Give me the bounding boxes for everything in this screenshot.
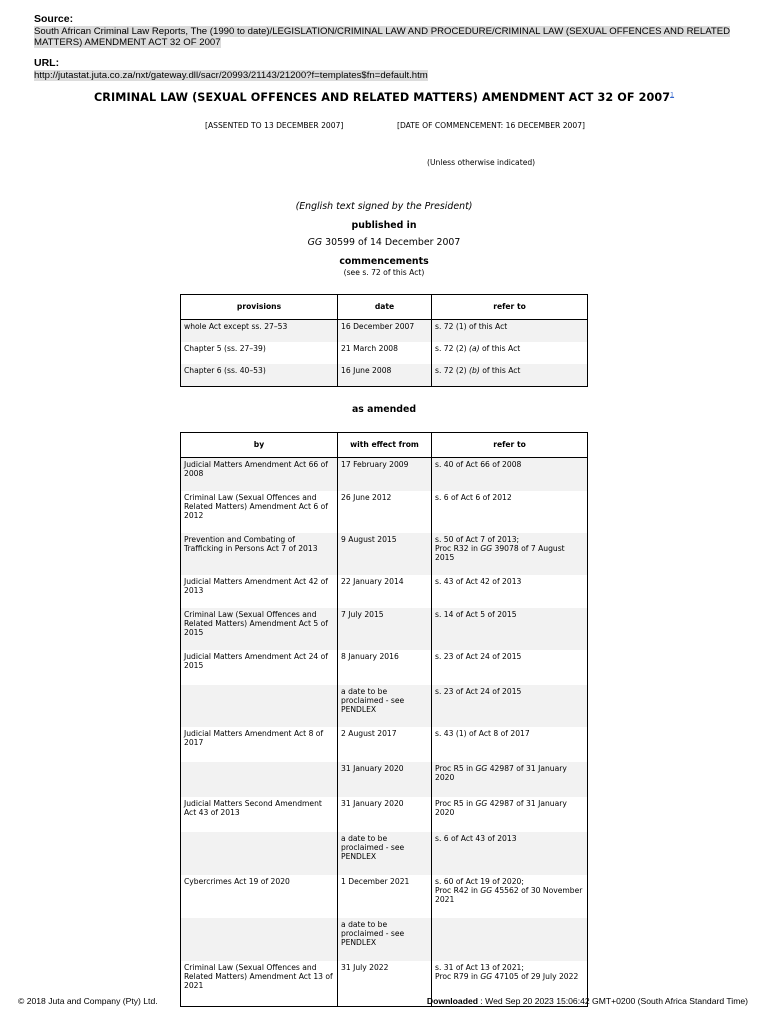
refer-text: 39078 of 7 August 2015 [435, 543, 565, 562]
refer-cell [432, 364, 588, 387]
header-by: by [181, 433, 338, 458]
gazette-text: 30599 of 14 December 2007 [322, 237, 461, 248]
effect-date-cell: 2 August 2017 [338, 727, 432, 762]
downloaded-value: : Wed Sep 20 2023 15:06:42 GMT+0200 (South Africa Standard Time) [478, 996, 748, 1006]
refer-cell [432, 650, 588, 685]
effect-date-cell: 17 February 2009 [338, 458, 432, 492]
amending-act-cell: Criminal Law (Sexual Offences and Related Matters) Amendment Act 13 of 2021 [181, 961, 338, 1007]
table-row [181, 491, 588, 533]
refer-text: s. 72 (1) of this Act [435, 322, 508, 331]
refer-line [435, 835, 584, 844]
refer-line [435, 611, 584, 620]
refer-cell [432, 685, 588, 727]
refer-text: s. 43 of Act 42 of 2013 [435, 577, 522, 586]
refer-line [435, 765, 584, 783]
table-row [181, 685, 588, 727]
date-cell: 16 December 2007 [338, 320, 432, 343]
table-header-row [181, 295, 588, 320]
date-cell: 21 March 2008 [338, 342, 432, 364]
source-text: South African Criminal Law Reports, The (1990 to date)/LEGISLATION/CRIMINAL LAW AND PROCEDURE/CRIMINAL LAW (SEXUAL OFFENCES AND RELATED MATTERS) AMENDMENT ACT 32 OF 2007 [34, 26, 731, 48]
gazette-abbrev: GG [307, 237, 323, 248]
table-row [181, 650, 588, 685]
refer-text: of this Act [479, 366, 521, 375]
provisions-cell: Chapter 5 (ss. 27–39) [181, 342, 338, 364]
table-row [181, 797, 588, 832]
table-row [181, 320, 588, 343]
gazette-abbrev: GG [475, 764, 488, 773]
signed-note: (English text signed by the President) [295, 201, 473, 212]
refer-text: of this Act [479, 344, 521, 353]
table-row [181, 762, 588, 797]
effect-date-cell: 22 January 2014 [338, 575, 432, 608]
refer-text: s. 23 of Act 24 of 2015 [435, 687, 522, 696]
refer-text: s. 14 of Act 5 of 2015 [435, 610, 517, 619]
refer-text: 45562 of 30 November 2021 [435, 885, 583, 904]
download-info [427, 996, 748, 1006]
footnote-link[interactable]: 1 [670, 91, 675, 99]
refer-text: 42987 of 31 January 2020 [435, 799, 567, 817]
gazette-abbrev: GG [480, 971, 493, 981]
refer-line [435, 461, 584, 470]
amending-act-cell [181, 762, 338, 797]
see-s72-note: (see s. 72 of this Act) [343, 268, 425, 277]
effect-date-cell: 31 July 2022 [338, 961, 432, 1007]
refer-text: s. 23 of Act 24 of 2015 [435, 652, 522, 661]
refer-line [435, 973, 584, 982]
refer-cell [432, 533, 588, 575]
refer-paragraph: (a) [469, 344, 480, 353]
unless-indicated: (Unless otherwise indicated) [427, 158, 536, 167]
refer-line [435, 730, 584, 739]
gazette-abbrev: GG [480, 543, 493, 553]
gazette-abbrev: GG [480, 885, 493, 895]
refer-text: s. 6 of Act 6 of 2012 [435, 493, 512, 502]
header-date: date [338, 295, 432, 320]
assented-date: [ASSENTED TO 13 DECEMBER 2007] [205, 121, 344, 130]
refer-cell [432, 832, 588, 875]
amending-act-cell: Criminal Law (Sexual Offences and Related Matters) Amendment Act 6 of 2012 [181, 491, 338, 533]
provisions-cell: whole Act except ss. 27–53 [181, 320, 338, 343]
refer-cell [432, 608, 588, 650]
refer-text: s. 40 of Act 66 of 2008 [435, 460, 522, 469]
amending-act-cell: Criminal Law (Sexual Offences and Related Matters) Amendment Act 5 of 2015 [181, 608, 338, 650]
refer-cell [432, 491, 588, 533]
refer-cell [432, 797, 588, 832]
amending-act-cell: Cybercrimes Act 19 of 2020 [181, 875, 338, 918]
refer-text: Proc R79 in [435, 971, 481, 981]
as-amended-heading: as amended [351, 404, 417, 415]
refer-line [435, 800, 584, 818]
refer-line [435, 653, 584, 662]
refer-text: s. 60 of Act 19 of 2020; [435, 877, 524, 886]
refer-line [435, 688, 584, 697]
refer-cell [432, 727, 588, 762]
refer-text: Proc R5 in [435, 799, 476, 808]
table-row [181, 575, 588, 608]
refer-line [435, 494, 584, 503]
refer-cell [432, 458, 588, 492]
refer-text: s. 31 of Act 13 of 2021; [435, 963, 524, 972]
effect-date-cell: 31 January 2020 [338, 797, 432, 832]
downloaded-label: Downloaded [426, 996, 478, 1006]
amending-act-cell [181, 832, 338, 875]
amending-act-cell [181, 918, 338, 961]
refer-cell [432, 342, 588, 364]
refer-text: s. 72 (2) [435, 366, 470, 375]
refer-cell [432, 875, 588, 918]
amending-act-cell [181, 685, 338, 727]
amending-act-cell: Prevention and Combating of Trafficking in Persons Act 7 of 2013 [181, 533, 338, 575]
effect-date-cell: 7 July 2015 [338, 608, 432, 650]
url-link[interactable]: http://jutastat.juta.co.za/nxt/gateway.dll/sacr/20993/21143/21200?f=templates$fn=default.htm [34, 70, 428, 81]
table-row [181, 875, 588, 918]
header-refer-to: refer to [432, 295, 588, 320]
gazette-reference [0, 237, 768, 248]
table-row [181, 608, 588, 650]
refer-text: Proc R42 in [435, 885, 481, 895]
refer-text: 47105 of 29 July 2022 [492, 971, 579, 981]
amending-act-cell: Judicial Matters Amendment Act 8 of 2017 [181, 727, 338, 762]
act-title [0, 91, 768, 104]
refer-text: s. 50 of Act 7 of 2013; [435, 535, 520, 544]
table-row [181, 458, 588, 492]
provisions-cell: Chapter 6 (ss. 40–53) [181, 364, 338, 387]
header-refer-to: refer to [432, 433, 588, 458]
refer-paragraph: (b) [469, 366, 480, 375]
amendments-table [180, 432, 588, 1007]
table-row [181, 727, 588, 762]
amending-act-cell: Judicial Matters Amendment Act 42 of 2013 [181, 575, 338, 608]
refer-cell [432, 762, 588, 797]
effect-date-cell: 8 January 2016 [338, 650, 432, 685]
source-label: Source: [34, 13, 74, 25]
published-in-heading: published in [351, 220, 417, 231]
refer-cell [432, 320, 588, 343]
amending-act-cell: Judicial Matters Second Amendment Act 43 of 2013 [181, 797, 338, 832]
refer-text: s. 43 (1) of Act 8 of 2017 [435, 729, 530, 738]
amending-act-cell: Judicial Matters Amendment Act 24 of 2015 [181, 650, 338, 685]
gazette-abbrev: GG [475, 799, 488, 808]
table-row [181, 342, 588, 364]
effect-date-cell: 31 January 2020 [338, 762, 432, 797]
effect-date-cell: 26 June 2012 [338, 491, 432, 533]
act-title-text: CRIMINAL LAW (SEXUAL OFFENCES AND RELATED MATTERS) AMENDMENT ACT 32 OF 2007 [93, 91, 671, 104]
commencements-heading: commencements [339, 256, 429, 267]
copyright: © 2018 Juta and Company (Pty) Ltd. [18, 996, 158, 1006]
refer-text: s. 72 (2) [435, 344, 470, 353]
date-cell: 16 June 2008 [338, 364, 432, 387]
effect-date-cell: a date to be proclaimed - see PENDLEX [338, 918, 432, 961]
refer-line [435, 578, 584, 587]
refer-cell [432, 918, 588, 961]
commencements-table [180, 294, 588, 387]
table-row [181, 832, 588, 875]
table-row [181, 533, 588, 575]
url-block [34, 58, 428, 81]
effect-date-cell: 9 August 2015 [338, 533, 432, 575]
refer-text: s. 6 of Act 43 of 2013 [435, 834, 517, 843]
refer-text: Proc R32 in [435, 543, 481, 553]
header-with-effect-from: with effect from [338, 433, 432, 458]
commencement-date: [DATE OF COMMENCEMENT: 16 DECEMBER 2007] [396, 121, 586, 130]
refer-line [435, 545, 584, 563]
table-row [181, 918, 588, 961]
effect-date-cell: a date to be proclaimed - see PENDLEX [338, 832, 432, 875]
amending-act-cell: Judicial Matters Amendment Act 66 of 2008 [181, 458, 338, 492]
source-block [34, 14, 734, 48]
refer-line [435, 887, 584, 905]
effect-date-cell: 1 December 2021 [338, 875, 432, 918]
refer-text: 42987 of 31 January 2020 [435, 764, 567, 782]
url-label: URL: [34, 57, 60, 69]
table-header-row [181, 433, 588, 458]
effect-date-cell: a date to be proclaimed - see PENDLEX [338, 685, 432, 727]
refer-cell [432, 575, 588, 608]
header-provisions: provisions [181, 295, 338, 320]
table-row [181, 364, 588, 387]
refer-text: Proc R5 in [435, 764, 476, 773]
